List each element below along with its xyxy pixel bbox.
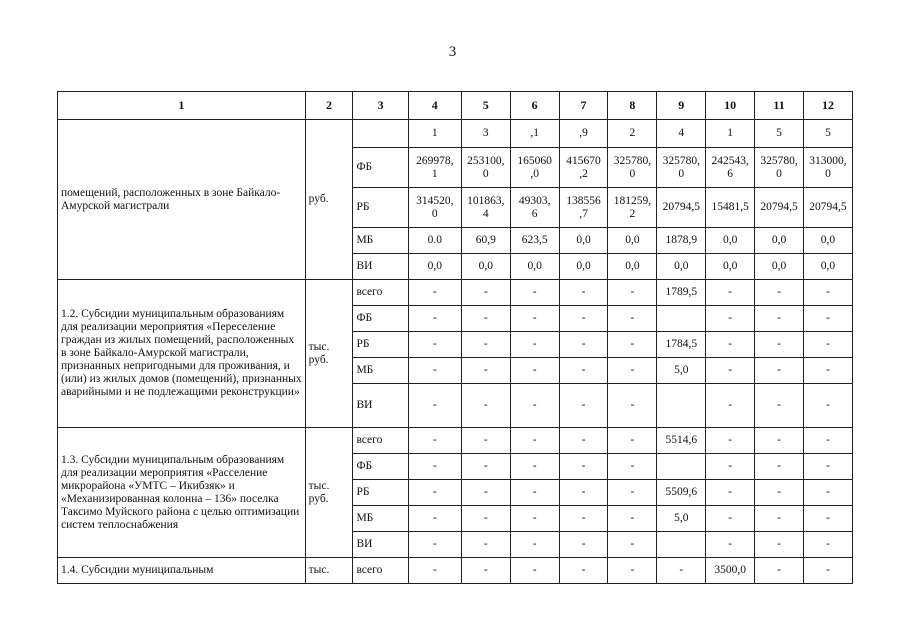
value-cell: 165060 ,0	[510, 148, 559, 188]
value-cell: -	[803, 280, 852, 306]
value-cell: -	[608, 506, 657, 532]
value-cell: -	[559, 480, 608, 506]
value-cell: 0,0	[461, 254, 510, 280]
value-cell: -	[706, 280, 755, 306]
value-cell: 325780, 0	[755, 148, 804, 188]
value-cell: 242543, 6	[706, 148, 755, 188]
value-cell: -	[461, 384, 510, 428]
item-description: 1.3. Субсидии муниципальным образованиям для реализации мероприятия «Расселение микрорайона «УМТС – Икибзяк» и «Механизированная колонна – 136» поселка Таксимо Муйского района с целью оптимизации систем теплоснабжения	[58, 428, 306, 558]
table-row	[58, 558, 853, 584]
value-cell: 20794,5	[803, 188, 852, 228]
funding-source: ФБ	[353, 454, 408, 480]
value-cell: 325780, 0	[608, 148, 657, 188]
value-cell: -	[706, 506, 755, 532]
value-cell: -	[608, 428, 657, 454]
value-cell: -	[706, 358, 755, 384]
value-cell: -	[755, 454, 804, 480]
value-cell: -	[510, 532, 559, 558]
column-header: 7	[559, 92, 608, 120]
value-cell: 313000, 0	[803, 148, 852, 188]
column-header: 2	[305, 92, 353, 120]
value-cell: -	[608, 532, 657, 558]
value-cell: 0,0	[408, 254, 461, 280]
value-cell: -	[755, 506, 804, 532]
value-cell: -	[408, 384, 461, 428]
value-cell: -	[803, 428, 852, 454]
value-cell: -	[803, 454, 852, 480]
value-cell: -	[706, 532, 755, 558]
value-cell: -	[461, 428, 510, 454]
value-cell: -	[510, 332, 559, 358]
value-cell: 0,0	[510, 254, 559, 280]
value-cell: -	[408, 428, 461, 454]
value-cell: 20794,5	[755, 188, 804, 228]
value-cell: -	[559, 506, 608, 532]
value-cell: 1789,5	[657, 280, 706, 306]
value-cell	[657, 384, 706, 428]
value-cell: -	[706, 384, 755, 428]
value-cell: -	[559, 280, 608, 306]
value-cell: 4	[657, 120, 706, 148]
item-unit: тыс.	[305, 558, 353, 584]
page-number: 3	[448, 44, 457, 60]
value-cell: -	[706, 480, 755, 506]
value-cell	[657, 454, 706, 480]
value-cell: -	[706, 306, 755, 332]
value-cell: -	[408, 480, 461, 506]
value-cell: -	[803, 384, 852, 428]
value-cell: -	[408, 558, 461, 584]
value-cell: -	[755, 558, 804, 584]
funding-source: МБ	[353, 358, 408, 384]
value-cell: 15481,5	[706, 188, 755, 228]
column-header: 11	[755, 92, 804, 120]
value-cell: 3	[461, 120, 510, 148]
value-cell: -	[755, 384, 804, 428]
item-unit: тыс. руб.	[305, 280, 353, 428]
funding-source: МБ	[353, 228, 408, 254]
value-cell: 623,5	[510, 228, 559, 254]
value-cell: -	[608, 558, 657, 584]
item-description: 1.4. Субсидии муниципальным	[58, 558, 306, 584]
item-description: помещений, расположенных в зоне Байкало-Амурской магистрали	[58, 120, 306, 280]
item-unit: тыс. руб.	[305, 428, 353, 558]
table-body	[58, 120, 853, 584]
value-cell: 181259, 2	[608, 188, 657, 228]
value-cell: 1878,9	[657, 228, 706, 254]
value-cell: -	[461, 506, 510, 532]
budget-table	[57, 91, 853, 584]
item-unit: руб.	[305, 120, 353, 280]
table-row	[58, 120, 853, 148]
value-cell: 5,0	[657, 358, 706, 384]
value-cell: 3500,0	[706, 558, 755, 584]
value-cell: -	[461, 454, 510, 480]
value-cell: -	[706, 428, 755, 454]
value-cell: 0,0	[755, 228, 804, 254]
column-header: 8	[608, 92, 657, 120]
funding-source: всего	[353, 280, 408, 306]
column-header: 4	[408, 92, 461, 120]
value-cell: 1	[408, 120, 461, 148]
value-cell: -	[608, 280, 657, 306]
value-cell: 5509,6	[657, 480, 706, 506]
funding-source: РБ	[353, 332, 408, 358]
value-cell: 0,0	[559, 228, 608, 254]
value-cell: -	[608, 384, 657, 428]
value-cell: -	[510, 558, 559, 584]
value-cell: -	[755, 358, 804, 384]
value-cell: -	[408, 532, 461, 558]
table-row	[58, 428, 853, 454]
column-header: 1	[58, 92, 306, 120]
funding-source: ВИ	[353, 532, 408, 558]
value-cell: 5	[755, 120, 804, 148]
funding-source: ВИ	[353, 254, 408, 280]
column-header: 12	[803, 92, 852, 120]
value-cell: ,9	[559, 120, 608, 148]
value-cell: -	[461, 332, 510, 358]
value-cell: 325780, 0	[657, 148, 706, 188]
value-cell: -	[608, 332, 657, 358]
value-cell: 138556 ,7	[559, 188, 608, 228]
value-cell: 0,0	[803, 228, 852, 254]
value-cell: 0,0	[706, 254, 755, 280]
item-description: 1.2. Субсидии муниципальным образованиям для реализации мероприятия «Переселение граждан из жилых помещений, расположенных в зоне Байкало-Амурской магистрали, признанных непригодными для проживания, и (или) из жилых домов (помещений), признанных аварийными и не подлежащими реконструкции»	[58, 280, 306, 428]
value-cell: -	[510, 384, 559, 428]
funding-source: ВИ	[353, 384, 408, 428]
value-cell: 60,9	[461, 228, 510, 254]
value-cell: -	[559, 428, 608, 454]
value-cell: 415670 ,2	[559, 148, 608, 188]
funding-source: РБ	[353, 480, 408, 506]
value-cell: 0,0	[608, 254, 657, 280]
value-cell: -	[408, 306, 461, 332]
header-row	[58, 92, 853, 120]
value-cell: -	[755, 428, 804, 454]
value-cell: 5514,6	[657, 428, 706, 454]
funding-source: ФБ	[353, 148, 408, 188]
value-cell: -	[559, 454, 608, 480]
value-cell: 0.0	[408, 228, 461, 254]
value-cell: -	[408, 454, 461, 480]
value-cell: ,1	[510, 120, 559, 148]
value-cell: 1784,5	[657, 332, 706, 358]
value-cell: -	[461, 480, 510, 506]
value-cell: 101863, 4	[461, 188, 510, 228]
value-cell: -	[559, 306, 608, 332]
value-cell: -	[559, 532, 608, 558]
value-cell: 0,0	[608, 228, 657, 254]
funding-source: всего	[353, 558, 408, 584]
value-cell: -	[408, 506, 461, 532]
value-cell: -	[657, 558, 706, 584]
value-cell: -	[755, 480, 804, 506]
value-cell: 20794,5	[657, 188, 706, 228]
value-cell: -	[510, 428, 559, 454]
value-cell: -	[706, 454, 755, 480]
column-header: 10	[706, 92, 755, 120]
value-cell: 5	[803, 120, 852, 148]
table-row	[58, 280, 853, 306]
value-cell: -	[803, 480, 852, 506]
value-cell: 314520, 0	[408, 188, 461, 228]
value-cell: -	[803, 332, 852, 358]
funding-source: РБ	[353, 188, 408, 228]
value-cell: 5,0	[657, 506, 706, 532]
value-cell: -	[510, 454, 559, 480]
value-cell: -	[510, 280, 559, 306]
value-cell: -	[803, 506, 852, 532]
column-header: 5	[461, 92, 510, 120]
value-cell: -	[706, 332, 755, 358]
value-cell: -	[803, 532, 852, 558]
value-cell: 49303, 6	[510, 188, 559, 228]
funding-source: всего	[353, 428, 408, 454]
value-cell: -	[510, 506, 559, 532]
value-cell: -	[559, 332, 608, 358]
funding-source: ФБ	[353, 306, 408, 332]
value-cell: -	[755, 532, 804, 558]
value-cell: 0,0	[706, 228, 755, 254]
value-cell: -	[559, 358, 608, 384]
column-header: 3	[353, 92, 408, 120]
value-cell: -	[408, 332, 461, 358]
value-cell: -	[510, 358, 559, 384]
value-cell: -	[608, 480, 657, 506]
value-cell: 253100, 0	[461, 148, 510, 188]
value-cell: -	[608, 358, 657, 384]
value-cell: -	[803, 558, 852, 584]
value-cell	[657, 532, 706, 558]
value-cell: 0,0	[803, 254, 852, 280]
value-cell: -	[803, 358, 852, 384]
value-cell: 0,0	[657, 254, 706, 280]
value-cell: -	[755, 280, 804, 306]
value-cell: -	[408, 280, 461, 306]
value-cell: 0,0	[755, 254, 804, 280]
value-cell: -	[608, 306, 657, 332]
value-cell: 269978, 1	[408, 148, 461, 188]
funding-source: МБ	[353, 506, 408, 532]
value-cell: -	[461, 306, 510, 332]
value-cell: -	[803, 306, 852, 332]
funding-source	[353, 120, 408, 148]
value-cell: -	[755, 306, 804, 332]
value-cell: -	[559, 384, 608, 428]
value-cell: -	[461, 358, 510, 384]
value-cell: -	[510, 480, 559, 506]
value-cell: -	[755, 332, 804, 358]
value-cell: -	[461, 532, 510, 558]
value-cell: -	[559, 558, 608, 584]
column-header: 6	[510, 92, 559, 120]
value-cell: 2	[608, 120, 657, 148]
value-cell	[657, 306, 706, 332]
value-cell: -	[461, 558, 510, 584]
value-cell: -	[408, 358, 461, 384]
value-cell: 1	[706, 120, 755, 148]
value-cell: -	[608, 454, 657, 480]
value-cell: 0,0	[559, 254, 608, 280]
column-header: 9	[657, 92, 706, 120]
value-cell: -	[461, 280, 510, 306]
value-cell: -	[510, 306, 559, 332]
